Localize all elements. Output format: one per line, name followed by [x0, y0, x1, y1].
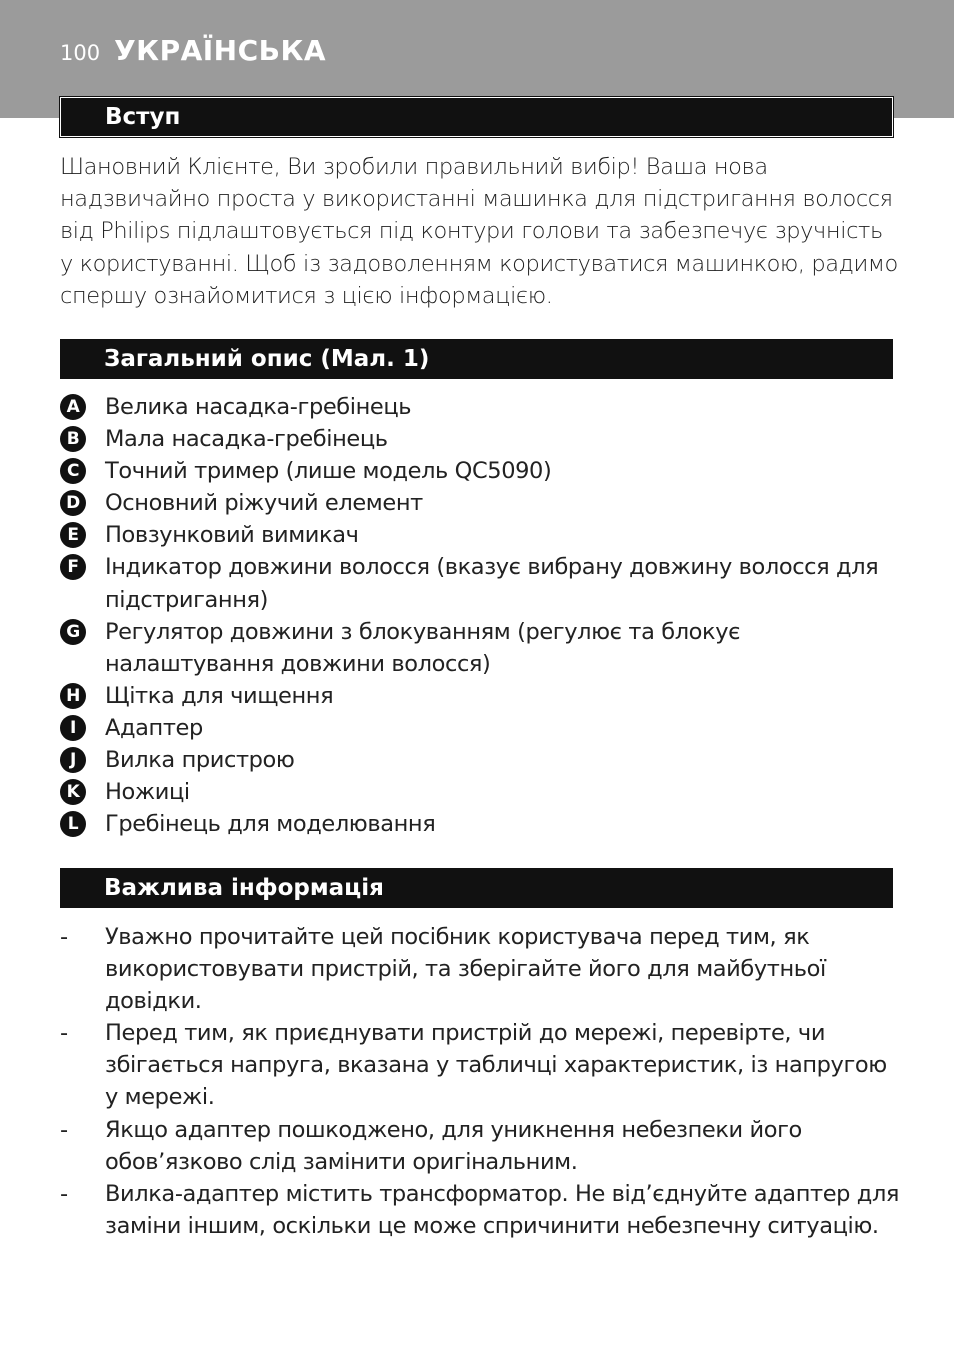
parts-list: [60, 391, 900, 840]
important-text: Вилка-адаптер містить трансформатор. Не від’єднуйте адаптер для заміни іншим, оскільки це може спричинити небезпечну ситуацію.: [105, 1180, 900, 1239]
important-text: Уважно прочитайте цей посібник користувача перед тим, як використовувати пристрій, та зберігайте його для майбутньої довідки.: [105, 924, 826, 1015]
letter-badge: C: [60, 458, 86, 484]
page-header: [60, 34, 326, 67]
part-label: Мала насадка-гребінець: [105, 426, 388, 453]
dash-bullet: -: [60, 1020, 68, 1047]
section-bar-important: [60, 868, 893, 908]
list-item: [60, 712, 900, 744]
letter-badge: H: [60, 683, 86, 709]
list-item: [60, 776, 900, 808]
part-label: Точний тример (лише модель QC5090): [105, 458, 552, 485]
part-label: Індикатор довжини волосся (вказує вибрану довжину волосся для підстригання): [105, 554, 879, 613]
letter-badge: E: [60, 522, 86, 548]
section-title-intro: Вступ: [105, 104, 181, 130]
list-item: [60, 391, 900, 423]
letter-badge: L: [60, 811, 86, 837]
intro-paragraph: Шановний Клієнте, Ви зробили правильний вибір! Ваша нова надзвичайно проста у використанні машинка для підстригання волосся від Philips підлаштовується під контури голови та забезпечує зручність у користуванні. Щоб із задоволенням користуватися машинкою, радимо спершу ознайомитися з цією інформацією.: [60, 154, 898, 309]
letter-badge: D: [60, 490, 86, 516]
dash-bullet: -: [60, 1180, 68, 1207]
letter-badge: F: [60, 554, 86, 580]
letter-badge: J: [60, 747, 86, 773]
part-label: Гребінець для моделювання: [105, 811, 436, 838]
part-label: Ножиці: [105, 779, 190, 806]
list-item: [60, 744, 900, 776]
list-item: [60, 616, 900, 680]
part-label: Адаптер: [105, 714, 203, 741]
dash-bullet: -: [60, 1116, 68, 1143]
letter-badge: A: [60, 394, 86, 420]
list-item: [60, 487, 900, 519]
letter-badge: B: [60, 426, 86, 452]
list-item: [60, 1178, 900, 1242]
list-item: [60, 551, 900, 615]
section-bar-overview: [60, 339, 893, 379]
letter-badge: I: [60, 715, 86, 741]
part-label: Щітка для чищення: [105, 682, 334, 709]
list-item: [60, 455, 900, 487]
list-item: [60, 1114, 900, 1178]
list-item: [60, 423, 900, 455]
letter-badge: K: [60, 779, 86, 805]
section-title-overview: Загальний опис (Мал. 1): [104, 346, 430, 372]
important-text: Якщо адаптер пошкоджено, для уникнення небезпеки його обов’язково слід замінити оригінальним.: [105, 1116, 802, 1175]
list-item: [60, 808, 900, 840]
part-label: Велика насадка-гребінець: [105, 394, 412, 420]
list-item: [60, 680, 900, 712]
letter-badge: G: [60, 619, 86, 645]
dash-bullet: -: [60, 924, 68, 950]
page-number: 100: [60, 41, 101, 65]
part-label: Основний ріжучий елемент: [105, 490, 423, 517]
language-title: УКРАЇНСЬКА: [114, 34, 327, 67]
section-bar-intro: [60, 97, 893, 137]
important-text: Перед тим, як приєднувати пристрій до мережі, перевірте, чи збігається напруга, вказана у табличці характеристик, із напругою у мережі.: [105, 1020, 887, 1111]
list-item: [60, 519, 900, 551]
section-title-important: Важлива інформація: [104, 875, 384, 901]
part-label: Повзунковий вимикач: [105, 522, 359, 549]
important-list: [60, 921, 900, 1242]
part-label: Регулятор довжини з блокуванням (регулює та блокує налаштування довжини волосся): [105, 618, 741, 677]
list-item: [60, 921, 900, 1017]
list-item: [60, 1017, 900, 1113]
part-label: Вилка пристрою: [105, 747, 295, 774]
